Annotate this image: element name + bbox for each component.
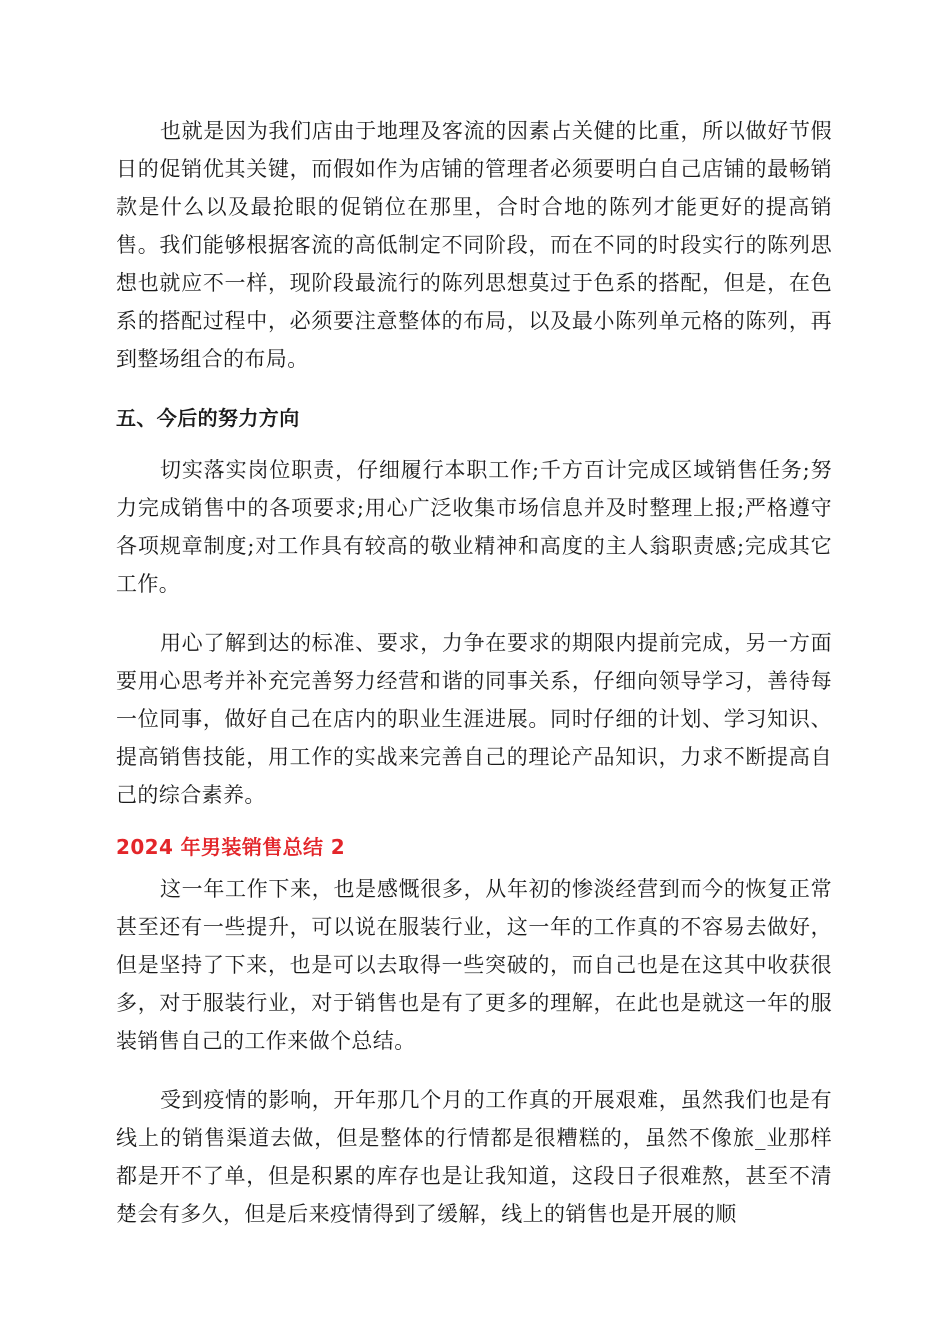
article-title: 2024 年男装销售总结 2 bbox=[116, 835, 346, 859]
body-paragraph: 受到疫情的影响，开年那几个月的工作真的开展艰难，虽然我们也是有线上的销售渠道去做，但是整体的行情都是很糟糕的，虽然不像旅_业那样都是开不了单，但是积累的库存也是让我知道，这段日子很难熬，甚至不清楚会有多久，但是后来疫情得到了缓解，线上的销售也是开展的顺 bbox=[116, 1088, 832, 1226]
document-body bbox=[116, 112, 832, 1233]
body-paragraph: 也就是因为我们店由于地理及客流的因素占关健的比重，所以做好节假日的促销优其关键，而假如作为店铺的管理者必须要明白自己店铺的最畅销款是什么以及最抢眼的促销位在那里，合时合地的陈列才能更好的提高销售。我们能够根据客流的高低制定不同阶段，而在不同的时段实行的陈列思想也就应不一样，现阶段最流行的陈列思想莫过于色系的搭配，但是，在色系的搭配过程中，必须要注意整体的布局，以及最小陈列单元格的陈列，再到整场组合的布局。 bbox=[116, 119, 832, 371]
section-heading: 五、今后的努力方向 bbox=[116, 406, 300, 430]
body-paragraph: 这一年工作下来，也是感慨很多，从年初的惨淡经营到而今的恢复正常甚至还有一些提升，可以说在服装行业，这一年的工作真的不容易去做好，但是坚持了下来，也是可以去取得一些突破的，而自己也是在这其中收获很多，对于服装行业，对于销售也是有了更多的理解，在此也是就这一年的服装销售自己的工作来做个总结。 bbox=[116, 877, 832, 1053]
body-paragraph: 切实落实岗位职责，仔细履行本职工作;千方百计完成区域销售任务;努力完成销售中的各项要求;用心广泛收集市场信息并及时整理上报;严格遵守各项规章制度;对工作具有较高的敬业精神和高度的主人翁职责感;完成其它工作。 bbox=[116, 458, 832, 596]
body-paragraph: 用心了解到达的标准、要求，力争在要求的期限内提前完成，另一方面要用心思考并补充完善努力经营和谐的同事关系，仔细向领导学习，善待每一位同事，做好自己在店内的职业生涯进展。同时仔细的计划、学习知识、提高销售技能，用工作的实战来完善自己的理论产品知识，力求不断提高自己的综合素养。 bbox=[116, 631, 832, 807]
